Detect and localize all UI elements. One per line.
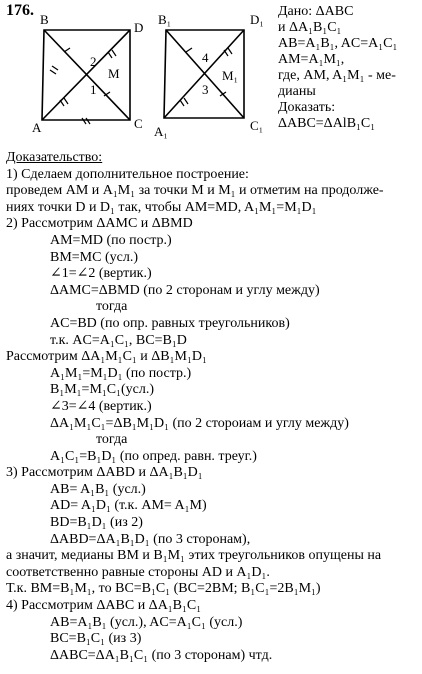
given-line: дианы [278,84,316,99]
label-angle-3: 3 [202,82,209,97]
proof-line: ∠3=∠4 (вертик.) [50,398,152,414]
label-c1: C₁ [250,118,264,133]
proof-line: AM=MD (по постр.) [50,232,172,248]
proof-line: Рассмотрим ΔA₁M₁C₁ и ΔB₁M₁D₁ [6,349,207,365]
proof-line: A₁M₁=M₁D₁ (по постр.) [50,365,192,381]
proof-line: BC=B₁C₁ (из 3) [50,631,142,647]
problem-number: 176. [6,2,34,19]
geometry-figure [30,8,280,148]
given-line: Дано: ΔABC [278,4,354,19]
proof-line: тогда [96,432,128,448]
label-b: B [40,12,49,27]
label-b1: B₁ [158,12,172,27]
proof-line: тогда [96,299,128,315]
proof-line: A₁C₁=B₁D₁ (по опред. равн. треуг.) [50,448,257,464]
label-d1: D₁ [250,12,264,27]
proof-line: ΔABD=ΔA₁B₁D₁ (по 3 сторонам), [50,531,251,547]
proof-line: ΔAMC=ΔBMD (по 2 сторонам и углу между) [50,282,320,298]
proof-line: AC=BD (по опр. равных треугольников) [50,315,290,331]
label-m1: M₁ [222,68,239,83]
proof-line: AB=A₁B₁ (усл.), AC=A₁C₁ (усл.) [50,614,243,630]
label-d: D [134,20,144,35]
proof-line: ΔA₁M₁C₁=ΔB₁M₁D₁ (по 2 стороиам и углу между) [50,415,349,431]
proof-block [6,150,418,664]
proof-line: BM=MC (усл.) [50,249,138,265]
proof-line: 2) Рассмотрим ΔAMC и ΔBMD [6,216,193,232]
proof-line: т.к. AC=A₁C₁, BC=B₁D [50,332,187,348]
label-m: M [108,66,120,81]
proof-line: AD= A₁D₁ (т.к. AM= A₁M) [50,498,207,514]
proof-heading: Доказательство: [6,150,103,165]
label-angle-2: 2 [90,54,97,69]
label-c: C [134,116,143,131]
given-line: AM=A₁M₁, [278,52,345,67]
proof-line: Т.к. BM=B₁M₁, то BC=B₁C₁ (BC=2BM; B₁C₁=2B₁M₁) [6,581,321,597]
label-angle-4: 4 [202,50,209,65]
proof-line: ΔABC=ΔA₁B₁C₁ (по 3 сторонам) чтд. [50,647,273,663]
proof-line: ∠1=∠2 (вертик.) [50,266,152,282]
label-angle-1: 1 [90,82,97,97]
given-block [278,4,418,132]
label-a1: A₁ [154,124,168,139]
label-a: A [32,120,42,135]
given-line: AB=A₁B₁, AC=A₁C₁ [278,36,398,51]
given-line: и ΔA₁B₁C₁ [278,20,342,35]
proof-line: 4) Рассмотрим ΔABC и ΔA₁B₁C₁ [6,598,202,614]
proof-line: а значит, медианы BM и B₁M₁ этих треугольников опущены на [6,548,382,564]
proof-line: AB= A₁B₁ (усл.) [50,481,146,497]
proof-line: 1) Сделаем дополнительное построение: [6,166,249,182]
proof-line: проведем AM и A₁M₁ за точки M и M₁ и отметим на продолже- [6,183,384,199]
proof-line: ниях точки D и D₁ так, чтобы AM=MD, A₁M₁=M₁D₁ [6,199,317,215]
given-line: где, AM, A₁M₁ - ме- [278,68,396,83]
proof-line: соответственно равные стороны AD и A₁D₁. [6,564,270,580]
proof-line: 3) Рассмотрим ΔABD и ΔA₁B₁D₁ [6,465,203,481]
proof-line: B₁M₁=M₁C₁(усл.) [50,382,155,398]
given-line: Доказать: [278,100,336,115]
proof-line: BD=B₁D₁ (из 2) [50,515,143,531]
given-line: ΔABC=ΔAlB₁C₁ [278,116,376,131]
